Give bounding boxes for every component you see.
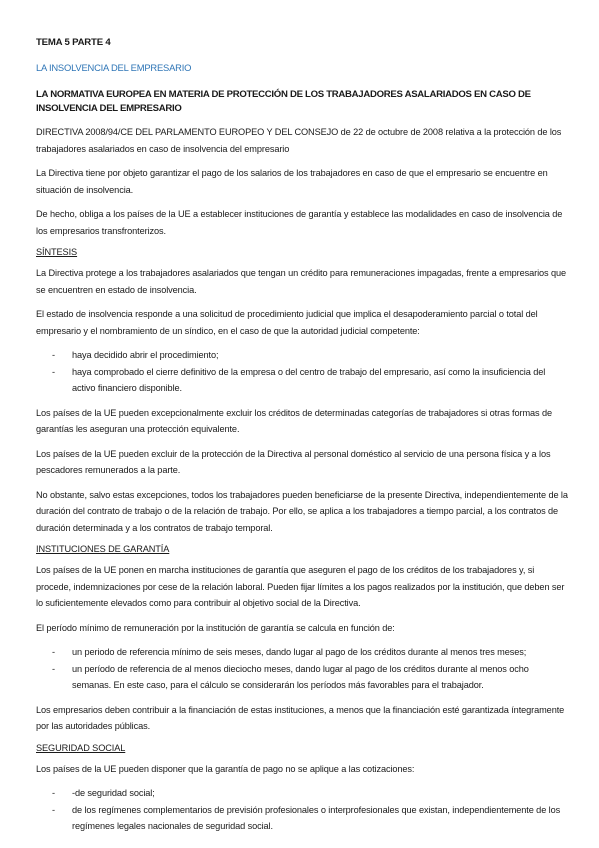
sintesis-paragraph-5: No obstante, salvo estas excepciones, todos los trabajadores pueden beneficiarse de la presente Directiva, independientemente de la duración del contrato de trabajo o de la relación de trabajo. Por ello, se aplica a los trabajadores a tiempo parcial, a los contratos de duración determinada y a los contratos de trabajo temporal. <box>36 489 568 533</box>
section-heading: LA NORMATIVA EUROPEA EN MATERIA DE PROTECCIÓN DE LOS TRABAJADORES ASALARIADOS EN CASO DE INSOLVENCIA DEL EMPRESARIO <box>36 89 531 114</box>
list-item-text: un periodo de referencia mínimo de seis meses, dando lugar al pago de los créditos durante al menos tres meses; <box>72 647 527 657</box>
list-item-text: de los regímenes complementarios de previsión profesionales o interprofesionales que existan, independientemente de los regímenes legales nacionales de seguridad social. <box>72 804 561 831</box>
list-item <box>36 785 569 802</box>
list-item <box>36 364 569 397</box>
instituciones-paragraph-1: Los países de la UE ponen en marcha instituciones de garantía que aseguren el pago de los créditos de los trabajadores y, si procede, indemnizaciones por cese de la relación laboral. Pueden fijar límites a los pagos realizados por la institución, que deben ser lo suficientemente elevados como para contribuir al objetivo social de la Directiva. <box>36 565 565 608</box>
doc-title: TEMA 5 PARTE 4 <box>36 37 111 48</box>
list-item <box>36 644 569 661</box>
bullet-dash: - <box>52 366 55 377</box>
doc-subtitle: LA INSOLVENCIA DEL EMPRESARIO <box>36 62 192 73</box>
list-item <box>36 347 569 364</box>
seguridad-paragraph-1: Los países de la UE pueden disponer que la garantía de pago no se aplique a las cotizaciones: <box>36 763 415 774</box>
instituciones-paragraph-3: Los empresarios deben contribuir a la financiación de estas instituciones, a menos que la financiación esté garantizada íntegramente por las autoridades públicas. <box>36 704 565 731</box>
section-title-sintesis: SÍNTESIS <box>36 247 78 257</box>
sintesis-list <box>36 347 569 397</box>
instituciones-paragraph-2: El período mínimo de remuneración por la institución de garantía se calcula en función de: <box>36 622 395 633</box>
bullet-dash: - <box>52 788 55 798</box>
list-item-text: un período de referencia de al menos dieciocho meses, dando lugar al pago de los créditos durante al menos ocho semanas. En este caso, para el cálculo se considerarán los períodos más favorables para el trabajador. <box>72 663 529 690</box>
sintesis-paragraph-3: Los países de la UE pueden excepcionalmente excluir los créditos de determinadas categorías de trabajadores si otras formas de garantías les aseguran una protección equivalente. <box>36 407 552 434</box>
intro-paragraph-1: DIRECTIVA 2008/94/CE DEL PARLAMENTO EUROPEO Y DEL CONSEJO de 22 de octubre de 2008 relativa a la protección de los trabajadores asalariados en caso de insolvencia del empresario <box>36 127 562 154</box>
sintesis-paragraph-1: La Directiva protege a los trabajadores asalariados que tengan un crédito para remuneraciones impagadas, frente a empresarios que se encuentren en estado de insolvencia. <box>36 268 566 295</box>
seguridad-list <box>36 785 569 835</box>
list-item-text: haya decidido abrir el procedimiento; <box>72 350 219 360</box>
list-item-text: -de seguridad social; <box>72 788 155 798</box>
intro-paragraph-3: De hecho, obliga a los países de la UE a establecer instituciones de garantía y establece las modalidades en caso de insolvencia de los empresarios transfronterizos. <box>36 209 563 236</box>
sintesis-paragraph-4: Los países de la UE pueden excluir de la protección de la Directiva al personal doméstico al servicio de una persona física y a los pescadores remunerados a la parte. <box>36 448 551 475</box>
section-title-seguridad: SEGURIDAD SOCIAL <box>36 742 126 753</box>
intro-paragraph-2: La Directiva tiene por objeto garantizar el pago de los salarios de los trabajadores en caso de que el empresario se encuentre en situación de insolvencia. <box>36 168 548 195</box>
instituciones-list <box>36 644 569 694</box>
bullet-dash: - <box>52 804 55 815</box>
bullet-dash: - <box>52 350 55 360</box>
list-item-text: haya comprobado el cierre definitivo de la empresa o del centro de trabajo del empresario, así como la insuficiencia del activo financiero disponible. <box>72 366 546 393</box>
list-item <box>36 661 569 694</box>
bullet-dash: - <box>52 663 55 674</box>
list-item <box>36 802 569 835</box>
bullet-dash: - <box>52 647 55 657</box>
sintesis-paragraph-2: El estado de insolvencia responde a una solicitud de procedimiento judicial que implica el desapoderamiento parcial o total del empresario y el nombramiento de un síndico, en el caso de que la autoridad judicial competente: <box>36 309 538 336</box>
section-title-instituciones: INSTITUCIONES DE GARANTÍA <box>36 544 170 554</box>
